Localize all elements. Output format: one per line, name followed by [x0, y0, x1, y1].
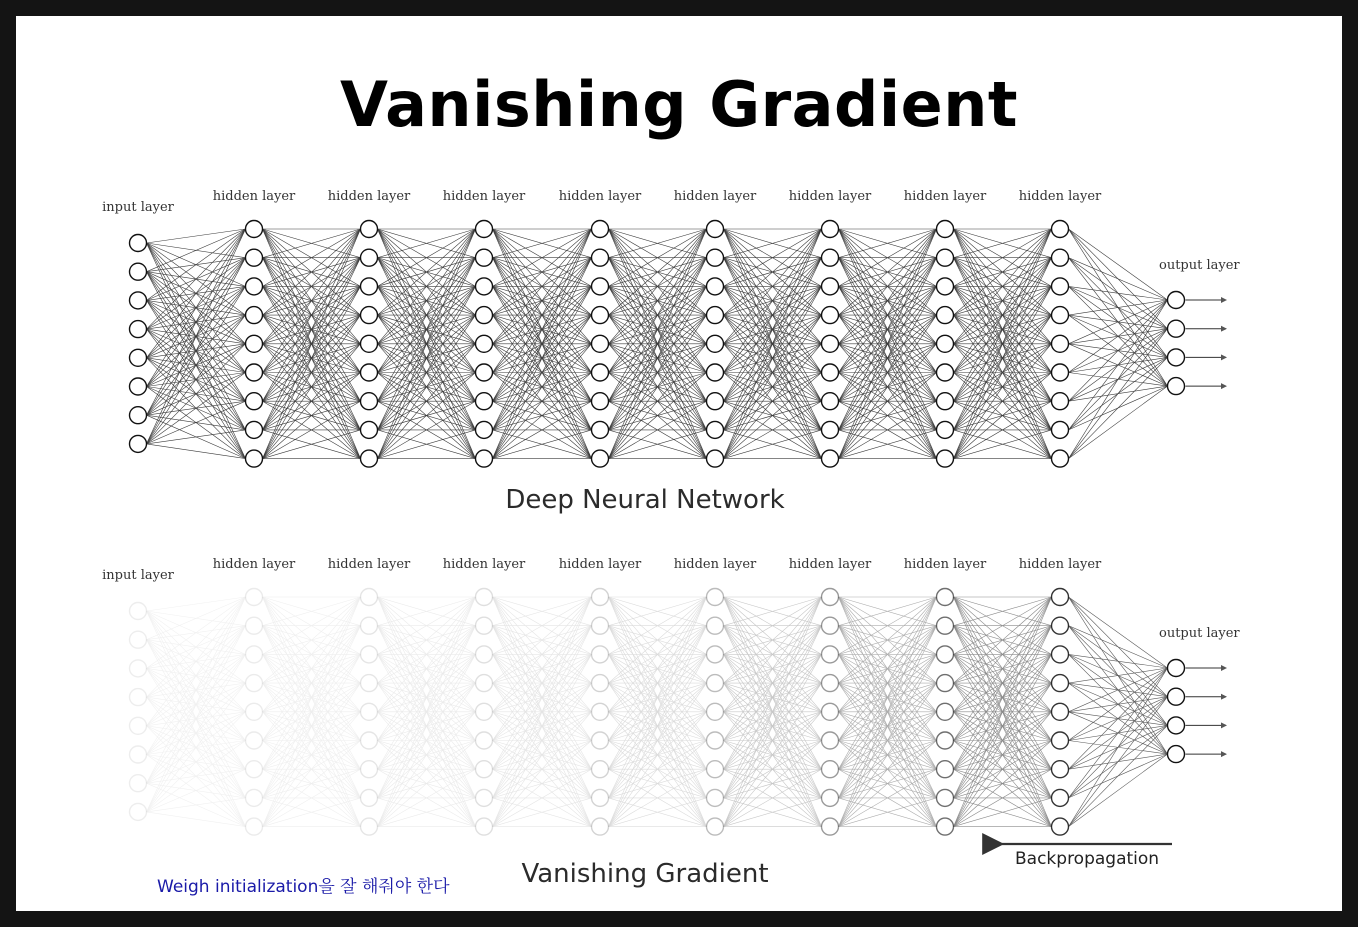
layer-connections-4	[609, 229, 707, 459]
layer-connections-2	[378, 597, 476, 827]
neuron-node	[130, 292, 147, 309]
neuron-node	[361, 421, 378, 438]
neuron-node	[361, 307, 378, 324]
layer-label: hidden layer	[673, 189, 757, 204]
layer-connections-4	[609, 597, 707, 827]
layer-connections-5	[724, 597, 822, 827]
neuron-node	[707, 589, 724, 606]
neuron-node	[1052, 364, 1069, 381]
neuron-node	[361, 646, 378, 663]
neuron-node	[246, 421, 263, 438]
neuron-node	[592, 761, 609, 778]
neuron-node	[246, 221, 263, 238]
neuron-node	[707, 617, 724, 634]
neuron-node	[822, 450, 839, 467]
weight-init-note: Weigh initialization을 잘 해줘야 한다	[157, 877, 450, 897]
hidden-layer-4	[592, 589, 609, 836]
neuron-node	[476, 675, 493, 692]
hidden-layer-3	[476, 589, 493, 836]
diagram-caption: Vanishing Gradient	[521, 859, 769, 889]
hidden-layer-2	[361, 221, 378, 468]
connections	[147, 229, 1168, 459]
neuron-node	[476, 221, 493, 238]
neuron-node	[1168, 292, 1185, 309]
neuron-node	[822, 675, 839, 692]
neuron-node	[822, 732, 839, 749]
neuron-node	[476, 589, 493, 606]
neuron-node	[246, 732, 263, 749]
neuron-node	[707, 364, 724, 381]
layer-connections-6	[839, 229, 937, 459]
neuron-node	[361, 761, 378, 778]
layer-label: hidden layer	[327, 189, 411, 204]
hidden-layer-4	[592, 221, 609, 468]
layer-connections-3	[493, 597, 592, 827]
hidden-layer-1	[246, 589, 263, 836]
neuron-node	[361, 364, 378, 381]
layer-label: hidden layer	[788, 189, 872, 204]
neuron-node	[476, 761, 493, 778]
neuron-node	[130, 746, 147, 763]
neuron-node	[130, 603, 147, 620]
neuron-node	[361, 789, 378, 806]
neuron-node	[130, 378, 147, 395]
neuron-node	[707, 646, 724, 663]
backpropagation-label: Backpropagation	[1015, 849, 1160, 869]
neuron-node	[707, 421, 724, 438]
neuron-node	[1052, 789, 1069, 806]
neuron-node	[707, 703, 724, 720]
layer-connections-0	[147, 229, 246, 459]
neuron-node	[592, 589, 609, 606]
neuron-node	[937, 703, 954, 720]
neuron-node	[476, 646, 493, 663]
vanishing-gradient-diagram	[102, 557, 1240, 889]
neuron-node	[1168, 378, 1185, 395]
neuron-node	[822, 703, 839, 720]
neuron-node	[1168, 320, 1185, 337]
layer-label: hidden layer	[1018, 557, 1102, 572]
neuron-node	[707, 335, 724, 352]
neuron-node	[707, 761, 724, 778]
neuron-node	[822, 617, 839, 634]
neuron-node	[592, 421, 609, 438]
neuron-node	[707, 221, 724, 238]
hidden-layer-6	[822, 589, 839, 836]
hidden-layer-5	[707, 589, 724, 836]
neuron-node	[937, 364, 954, 381]
neuron-node	[592, 307, 609, 324]
layer-connections-7	[954, 597, 1052, 827]
neuron-node	[130, 775, 147, 792]
diagram-caption: Deep Neural Network	[505, 485, 785, 515]
neuron-node	[1052, 278, 1069, 295]
neuron-node	[707, 249, 724, 266]
neuron-node	[130, 631, 147, 648]
output-layer	[1168, 292, 1227, 395]
neuron-node	[1052, 589, 1069, 606]
neuron-node	[476, 818, 493, 835]
neuron-node	[822, 278, 839, 295]
neuron-node	[476, 789, 493, 806]
neuron-node	[1052, 703, 1069, 720]
neuron-node	[246, 818, 263, 835]
neuron-node	[361, 249, 378, 266]
neuron-node	[822, 335, 839, 352]
neuron-node	[1052, 818, 1069, 835]
neuron-node	[937, 732, 954, 749]
neuron-node	[1168, 349, 1185, 366]
neuron-node	[361, 589, 378, 606]
neuron-node	[1052, 617, 1069, 634]
neuron-node	[361, 450, 378, 467]
layer-label: output layer	[1159, 626, 1240, 641]
neuron-node	[937, 335, 954, 352]
layer-label: hidden layer	[903, 557, 987, 572]
neuron-node	[707, 278, 724, 295]
neuron-node	[592, 450, 609, 467]
neuron-node	[707, 450, 724, 467]
neuron-node	[130, 435, 147, 452]
neuron-node	[937, 675, 954, 692]
neuron-node	[130, 235, 147, 252]
neuron-node	[937, 221, 954, 238]
neuron-node	[707, 732, 724, 749]
neuron-node	[592, 675, 609, 692]
slide	[16, 16, 1342, 911]
neuron-node	[592, 249, 609, 266]
neuron-node	[476, 617, 493, 634]
hidden-layer-7	[937, 589, 954, 836]
neuron-node	[592, 221, 609, 238]
neuron-node	[937, 761, 954, 778]
layer-label: hidden layer	[903, 189, 987, 204]
neuron-node	[1052, 450, 1069, 467]
layer-label: hidden layer	[788, 557, 872, 572]
neuron-node	[937, 818, 954, 835]
layer-label: hidden layer	[327, 557, 411, 572]
layer-label: hidden layer	[212, 189, 296, 204]
neuron-node	[1168, 660, 1185, 677]
hidden-layer-2	[361, 589, 378, 836]
hidden-layer-7	[937, 221, 954, 468]
neuron-node	[361, 818, 378, 835]
hidden-layer-6	[822, 221, 839, 468]
neuron-node	[592, 703, 609, 720]
neuron-node	[476, 393, 493, 410]
layer-connections-5	[724, 229, 822, 459]
neuron-node	[822, 818, 839, 835]
neuron-node	[246, 761, 263, 778]
neuron-node	[937, 278, 954, 295]
neuron-node	[476, 732, 493, 749]
neuron-node	[1168, 717, 1185, 734]
neuron-node	[361, 335, 378, 352]
neuron-node	[822, 761, 839, 778]
neuron-node	[592, 278, 609, 295]
layer-connections-3	[493, 229, 592, 459]
neuron-node	[246, 450, 263, 467]
neuron-node	[476, 335, 493, 352]
neuron-node	[361, 278, 378, 295]
neuron-node	[592, 732, 609, 749]
neuron-node	[592, 335, 609, 352]
neuron-node	[937, 646, 954, 663]
neuron-node	[1052, 393, 1069, 410]
neuron-node	[1052, 249, 1069, 266]
neuron-node	[476, 421, 493, 438]
neuron-node	[707, 789, 724, 806]
neuron-node	[1052, 732, 1069, 749]
layer-label: hidden layer	[673, 557, 757, 572]
layer-connections-2	[378, 229, 476, 459]
neuron-node	[822, 393, 839, 410]
neuron-node	[1052, 675, 1069, 692]
neuron-node	[707, 393, 724, 410]
neuron-node	[592, 818, 609, 835]
neuron-node	[246, 617, 263, 634]
connections	[147, 597, 1168, 827]
hidden-layer-1	[246, 221, 263, 468]
neuron-node	[246, 703, 263, 720]
neuron-node	[937, 617, 954, 634]
neuron-node	[822, 589, 839, 606]
neuron-node	[1052, 761, 1069, 778]
neuron-node	[130, 717, 147, 734]
output-layer	[1168, 660, 1227, 763]
neuron-node	[246, 393, 263, 410]
neuron-node	[707, 818, 724, 835]
neuron-node	[1052, 646, 1069, 663]
hidden-layer-5	[707, 221, 724, 468]
neuron-node	[937, 589, 954, 606]
layer-connections-8	[1069, 229, 1168, 459]
neuron-node	[246, 307, 263, 324]
neuron-node	[130, 349, 147, 366]
neuron-node	[707, 675, 724, 692]
input-layer	[130, 603, 147, 821]
layer-label: input layer	[102, 568, 174, 583]
neuron-node	[476, 703, 493, 720]
neuron-node	[592, 646, 609, 663]
neuron-node	[937, 789, 954, 806]
layer-connections-0	[147, 597, 246, 827]
neuron-node	[246, 675, 263, 692]
input-layer	[130, 235, 147, 453]
neuron-node	[476, 450, 493, 467]
layer-connections-6	[839, 597, 937, 827]
neuron-node	[707, 307, 724, 324]
neuron-node	[246, 364, 263, 381]
neuron-node	[822, 307, 839, 324]
layer-connections-1	[263, 597, 361, 827]
layer-label: hidden layer	[558, 189, 642, 204]
neuron-node	[592, 364, 609, 381]
layer-connections-7	[954, 229, 1052, 459]
neuron-node	[937, 450, 954, 467]
neuron-node	[130, 689, 147, 706]
neuron-node	[937, 307, 954, 324]
neuron-node	[937, 249, 954, 266]
neuron-node	[246, 278, 263, 295]
hidden-layer-8	[1052, 589, 1069, 836]
neuron-node	[1168, 746, 1185, 763]
neuron-node	[476, 278, 493, 295]
neuron-node	[822, 364, 839, 381]
neuron-node	[476, 249, 493, 266]
neuron-node	[937, 393, 954, 410]
deep-neural-network-diagram	[102, 189, 1240, 515]
neuron-node	[592, 789, 609, 806]
layer-connections-8	[1069, 597, 1168, 827]
layer-label: output layer	[1159, 258, 1240, 273]
neuron-node	[592, 393, 609, 410]
neuron-node	[822, 421, 839, 438]
neuron-node	[361, 732, 378, 749]
neuron-node	[361, 393, 378, 410]
neuron-node	[246, 249, 263, 266]
neuron-node	[130, 407, 147, 424]
layer-label: hidden layer	[212, 557, 296, 572]
neuron-node	[130, 803, 147, 820]
layer-label: input layer	[102, 200, 174, 215]
neuron-node	[592, 617, 609, 634]
layer-label: hidden layer	[442, 189, 526, 204]
neuron-node	[1052, 421, 1069, 438]
layer-label: hidden layer	[442, 557, 526, 572]
hidden-layer-8	[1052, 221, 1069, 468]
neuron-node	[246, 589, 263, 606]
layer-label: hidden layer	[1018, 189, 1102, 204]
neuron-node	[130, 263, 147, 280]
neuron-node	[361, 617, 378, 634]
neuron-node	[1052, 335, 1069, 352]
neuron-node	[822, 221, 839, 238]
neuron-node	[361, 703, 378, 720]
neuron-node	[246, 646, 263, 663]
neuron-node	[937, 421, 954, 438]
slide-title: Vanishing Gradient	[340, 68, 1018, 141]
neuron-node	[361, 675, 378, 692]
neuron-node	[1168, 688, 1185, 705]
neuron-node	[361, 221, 378, 238]
neuron-node	[822, 646, 839, 663]
neuron-node	[476, 364, 493, 381]
neuron-node	[1052, 221, 1069, 238]
hidden-layer-3	[476, 221, 493, 468]
neuron-node	[130, 321, 147, 338]
neuron-node	[246, 335, 263, 352]
layer-connections-1	[263, 229, 361, 459]
neuron-node	[822, 789, 839, 806]
neuron-node	[130, 660, 147, 677]
layer-label: hidden layer	[558, 557, 642, 572]
neuron-node	[1052, 307, 1069, 324]
neuron-node	[822, 249, 839, 266]
network-diagrams	[16, 16, 1342, 911]
neuron-node	[476, 307, 493, 324]
neuron-node	[246, 789, 263, 806]
